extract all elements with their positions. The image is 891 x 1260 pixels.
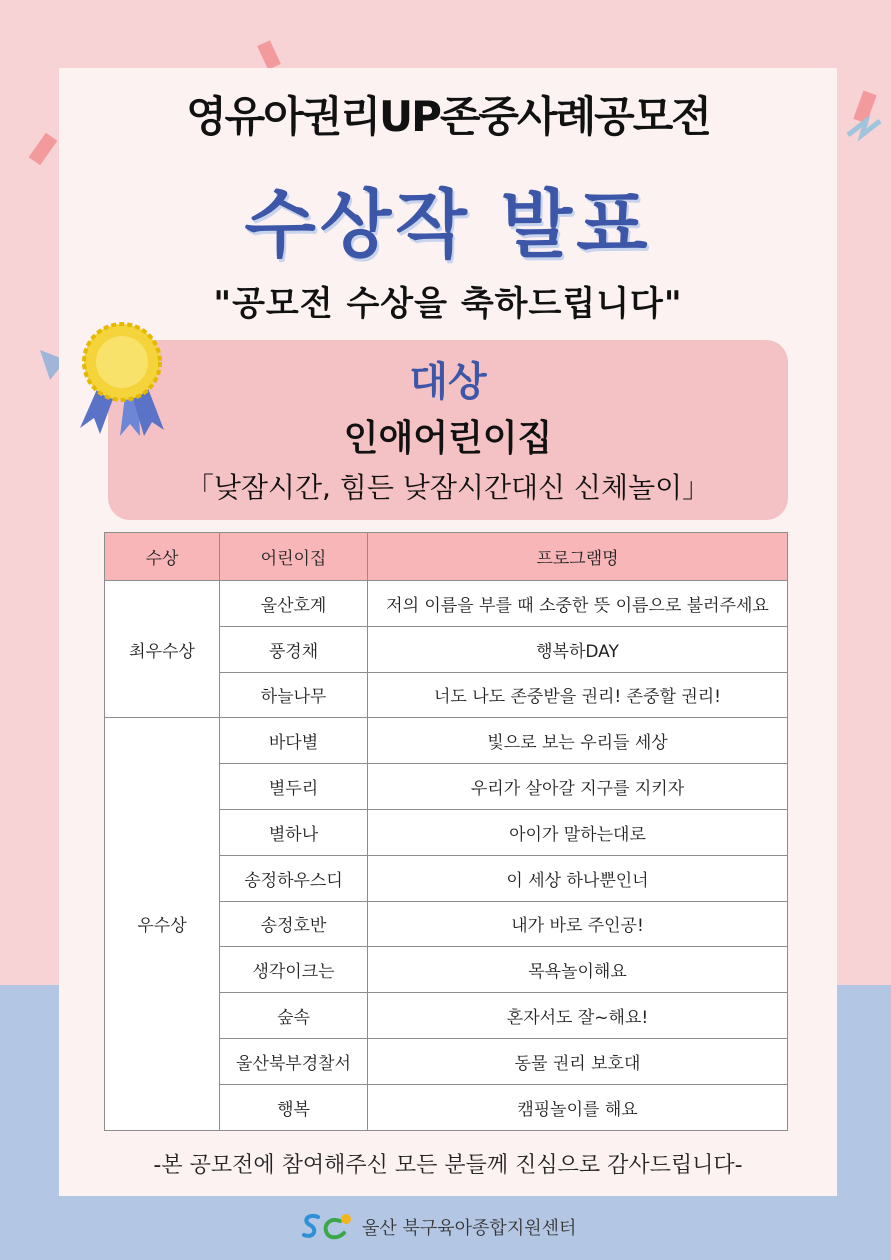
daycare-cell: 생각이크는 bbox=[220, 947, 368, 993]
program-cell: 혼자서도 잘~해요! bbox=[368, 993, 788, 1039]
program-cell: 저의 이름을 부를 때 소중한 뜻 이름으로 불러주세요 bbox=[368, 581, 788, 627]
program-cell: 빛으로 보는 우리들 세상 bbox=[368, 718, 788, 764]
daycare-cell: 별두리 bbox=[220, 764, 368, 810]
congrats-message: "공모전 수상을 축하드립니다" bbox=[213, 284, 683, 324]
confetti-piece bbox=[848, 121, 880, 135]
grand-prize-program: 「낮잠시간, 힘든 낮잠시간대신 신체놀이」 bbox=[185, 471, 711, 504]
confetti-piece bbox=[853, 91, 876, 124]
organization-name: 울산 북구육아종합지원센터 bbox=[362, 1218, 577, 1239]
grand-prize-daycare: 인애어린이집 bbox=[343, 418, 553, 459]
daycare-cell: 울산호계 bbox=[220, 581, 368, 627]
table-header-row bbox=[105, 533, 788, 581]
table-row bbox=[105, 718, 788, 764]
program-cell: 행복하DAY bbox=[368, 626, 788, 672]
daycare-cell: 풍경채 bbox=[220, 626, 368, 672]
daycare-cell: 울산북부경찰서 bbox=[220, 1038, 368, 1084]
confetti-piece bbox=[257, 40, 281, 69]
award-cell: 우수상 bbox=[105, 718, 220, 1130]
confetti-piece bbox=[29, 133, 58, 166]
daycare-cell: 행복 bbox=[220, 1084, 368, 1130]
grand-prize-label: 대상 bbox=[409, 359, 487, 405]
program-cell: 우리가 살아갈 지구를 지키자 bbox=[368, 764, 788, 810]
table-row bbox=[105, 581, 788, 627]
program-cell: 너도 나도 존중받을 권리! 존중할 권리! bbox=[368, 672, 788, 718]
daycare-cell: 하늘나무 bbox=[220, 672, 368, 718]
daycare-cell: 별하나 bbox=[220, 809, 368, 855]
thanks-message: -본 공모전에 참여해주신 모든 분들께 진심으로 감사드립니다- bbox=[153, 1153, 743, 1178]
event-title: 영유아권리UP존중사례공모전 bbox=[186, 92, 710, 141]
program-cell: 목욕놀이해요 bbox=[368, 947, 788, 993]
program-cell: 아이가 말하는대로 bbox=[368, 809, 788, 855]
program-cell: 내가 바로 주인공! bbox=[368, 901, 788, 947]
column-header-daycare: 어린이집 bbox=[220, 533, 368, 581]
awards-table bbox=[104, 532, 788, 1131]
column-header-award: 수상 bbox=[105, 533, 220, 581]
announcement-title: 수상작 발표 bbox=[244, 182, 652, 268]
daycare-cell: 바다별 bbox=[220, 718, 368, 764]
program-cell: 동물 권리 보호대 bbox=[368, 1038, 788, 1084]
program-cell: 이 세상 하나뿐인너 bbox=[368, 855, 788, 901]
column-header-program: 프로그램명 bbox=[368, 533, 788, 581]
daycare-cell: 송정호반 bbox=[220, 901, 368, 947]
award-cell: 최우수상 bbox=[105, 581, 220, 718]
program-cell: 캠핑놀이를 해요 bbox=[368, 1084, 788, 1130]
daycare-cell: 숲속 bbox=[220, 993, 368, 1039]
footer bbox=[300, 1210, 576, 1244]
daycare-cell: 송정하우스디 bbox=[220, 855, 368, 901]
sc-logo-icon bbox=[300, 1211, 354, 1243]
